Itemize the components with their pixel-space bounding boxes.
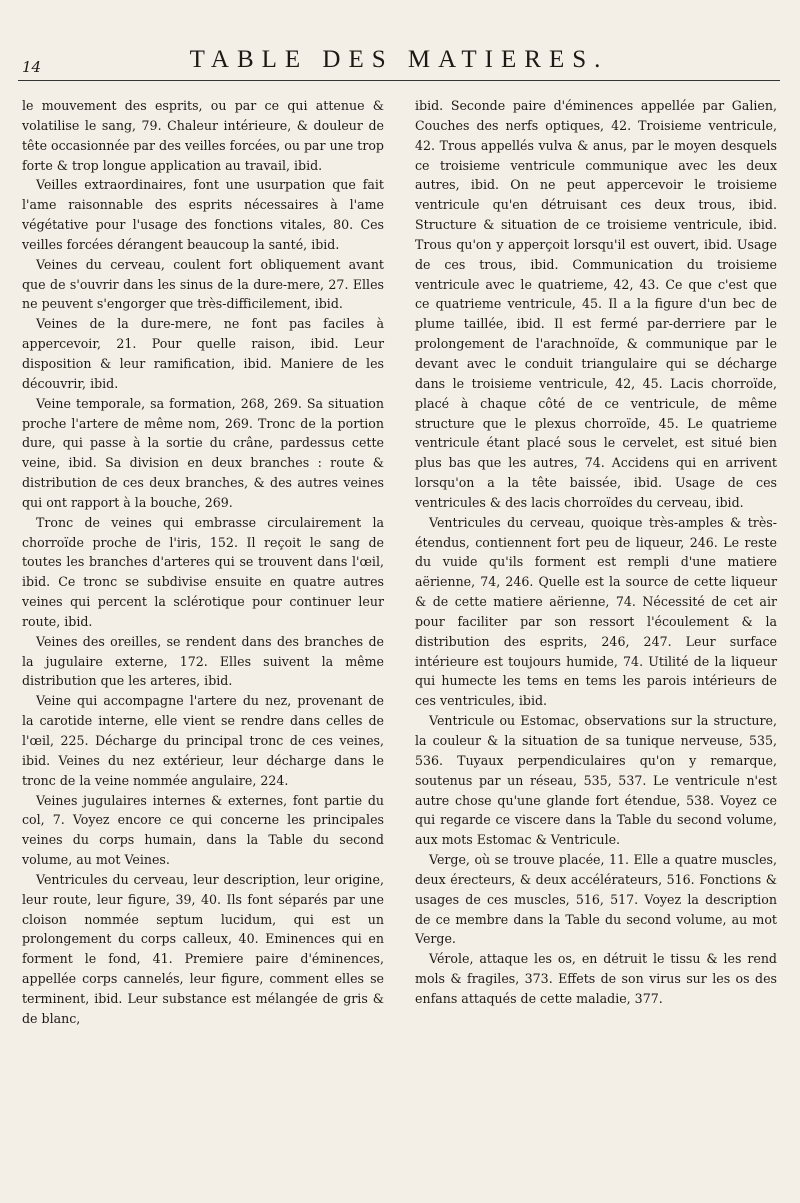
- index-entry: ibid. Seconde paire d'éminences appellée par Galien, Couches des nerfs optiques, 42. Troisieme ventricule, 42. Trous appellés vulva & anus, par le moyen desquels ce troisieme ventricule communique avec les deux autres, ibid. On ne peut appercevoir le troisieme ventricule qu'en détruisant ces deux trous, ibid. Structure & situation de ce troisieme ventricule, ibid. Trous qu'on y apperçoit lorsqu'il est ouvert, ibid. Usage de ces trous, ibid. Communication du troisieme ventricule avec le quatrieme, 42, 43. Ce que c'est que ce quatrieme ventricule, 45. Il a la figure d'un bec de plume taillée, ibid. Il est fermé par-derriere par le prolongement de l'arachnoïde, & communique par le devant avec le conduit triangulaire qui se décharge dans le troisieme ventricule, 42, 45. Lacis chorroïde, placé à chaque côté de ce ventricule, de même structure que le plexus chorroïde, 45. Le quatrieme ventricule étant placé sous le cervelet, est situé bien plus bas que les autres, 74. Accidens qui en arrivent lorsqu'on a la tête baissée, ibid. Usage de ces ventricules & des lacis chorroïdes du cerveau, ibid.: [415, 98, 777, 510]
- index-entry: Veine qui accompagne l'artere du nez, provenant de la carotide interne, elle vient se rendre dans celles de l'œil, 225. Décharge du principal tronc de ces veines, ibid. Veines du nez extérieur, leur décharge dans le tronc de la veine nommée angulaire, 224.: [22, 693, 384, 788]
- index-entry: Veines des oreilles, se rendent dans des branches de la jugulaire externe, 172. Elles suivent la même distribution que les arteres, ibid.: [22, 633, 384, 689]
- left-column: [22, 96, 384, 1029]
- index-entry: Veines de la dure-mere, ne font pas faciles à appercevoir, 21. Pour quelle raison, ibid. Leur disposition & leur ramification, ibid. Maniere de les découvrir, ibid.: [22, 316, 384, 391]
- index-entry: Veilles extraordinaires, font une usurpation que fait l'ame raisonnable des esprits nécessaires à l'ame végétative pour l'usage des fonctions vitales, 80. Ces veilles forcées dérangent beaucoup la santé, ibid.: [22, 177, 384, 252]
- index-entry: Veines du cerveau, coulent fort obliquement avant que de s'ouvrir dans les sinus de la dure-mere, 27. Elles ne peuvent s'engorger que très-difficilement, ibid.: [22, 256, 384, 312]
- index-entry: Veine temporale, sa formation, 268, 269. Sa situation proche l'artere de même nom, 269. Tronc de la portion dure, qui passe à la sortie du crâne, pardessus cette veine, ibid. Sa division en deux branches : route & distribution de ces deux branches, & des autres veines qui ont rapport à la bouche, 269.: [22, 395, 384, 510]
- index-entry: Veines jugulaires internes & externes, font partie du col, 7. Voyez encore ce qui concerne les principales veines du corps humain, dans la Table du second volume, au mot Veines.: [22, 792, 384, 868]
- index-entry: Ventricules du cerveau, leur description, leur origine, leur route, leur figure, 39, 40. Ils font séparés par une cloison nommée septum lucidum, qui est un prolongement du corps calleux, 40. Eminences qui en forment le fond, 41. Premiere paire d'éminences, appellée corps cannelés, leur figure, comment elles se terminent, ibid. Leur substance est mélangée de gris & de blanc,: [22, 871, 384, 1026]
- page-header: [18, 40, 780, 81]
- index-entry: Vérole, attaque les os, en détruit le tissu & les rend mols & fragiles, 373. Effets de son virus sur les os des enfans attaqués de cette maladie, 377.: [415, 951, 777, 1006]
- index-entry: le mouvement des esprits, ou par ce qui attenue & volatilise le sang, 79. Chaleur intérieure, & douleur de tête occasionnée par des veilles forcées, ou par une trop forte & trop longue application au travail, ibid.: [22, 98, 384, 173]
- index-entry: Ventricules du cerveau, quoique très-amples & très-étendus, contiennent fort peu de liqueur, 246. Le reste du vuide qu'ils forment est rempli d'une matiere aërienne, 74, 246. Quelle est la source de cette liqueur & de cette matiere aërienne, 74. Nécessité de cet air pour faciliter par son ressort l'écoulement & la distribution des esprits, 246, 247. Leur surface intérieure est toujours humide, 74. Utilité de la liqueur qui humecte les tems en tems les parois intérieurs de ces ventricules, ibid.: [415, 514, 777, 709]
- page-number: 14: [22, 58, 42, 76]
- index-entry: Ventricule ou Estomac, observations sur la structure, la couleur & la situation de sa tunique nerveuse, 535, 536. Tuyaux perpendiculaires qu'on y remarque, soutenus par un réseau, 535, 537. Le ventricule n'est autre chose qu'une glande fort étendue, 538. Voyez ce qui regarde ce viscere dans la Table du second volume, aux mots Estomac & Ventricule.: [415, 713, 777, 848]
- index-entry: Tronc de veines qui embrasse circulairement la chorroïde proche de l'iris, 152. Il reçoit le sang de toutes les branches d'arteres qui se trouvent dans l'œil, ibid. Ce tronc se subdivise ensuite en quatre autres veines qui percent la sclérotique pour continuer leur route, ibid.: [22, 514, 384, 629]
- running-title: TABLE DES MATIERES.: [189, 46, 609, 73]
- right-column: [415, 96, 777, 1009]
- index-entry: Verge, où se trouve placée, 11. Elle a quatre muscles, deux érecteurs, & deux accélérateurs, 516. Fonctions & usages de ces muscles, 516, 517. Voyez la description de ce membre dans la Table du second volume, au mot Verge.: [415, 852, 777, 947]
